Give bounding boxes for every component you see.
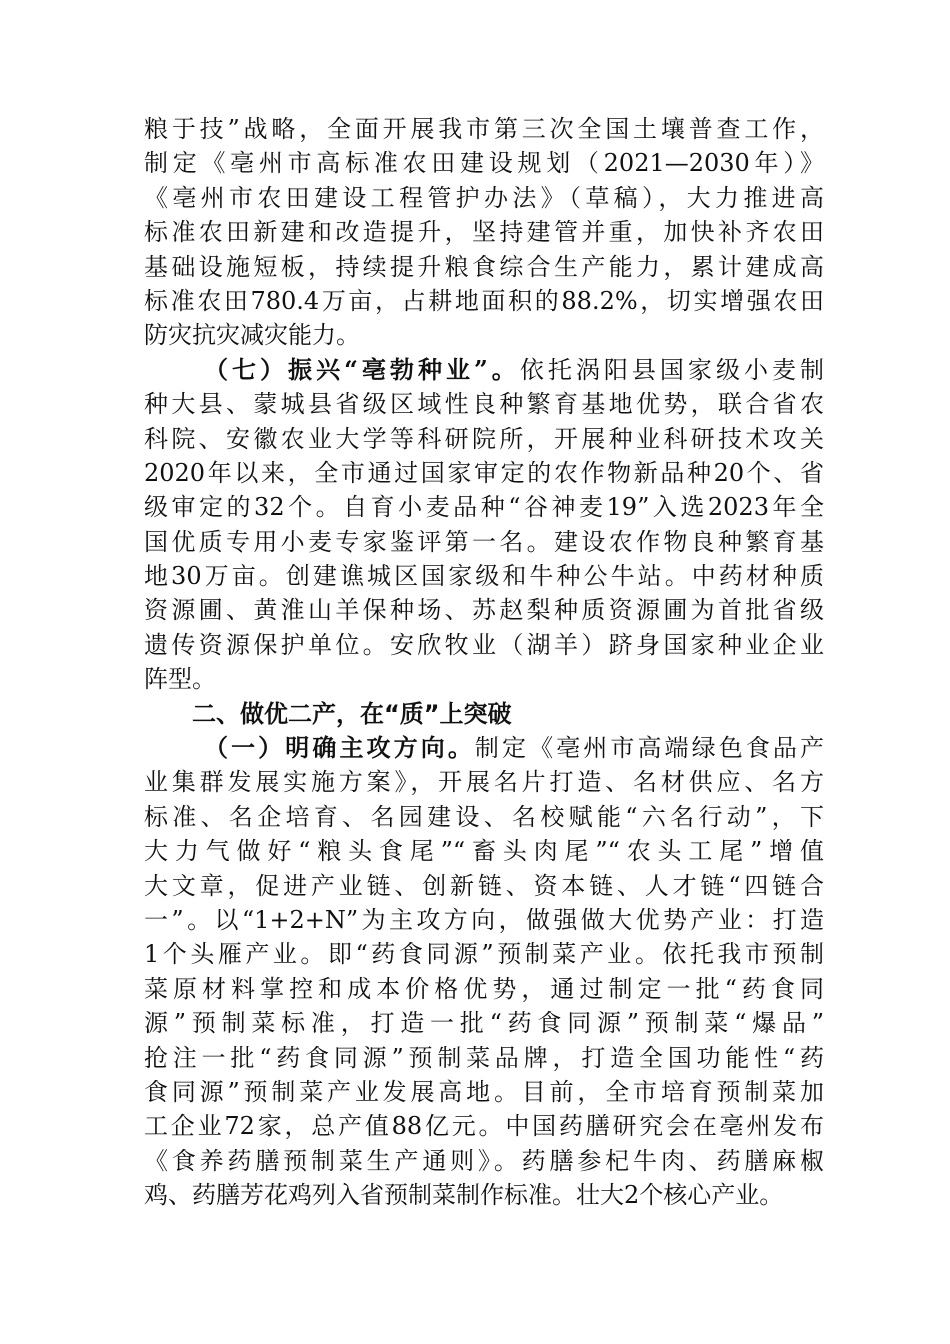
text-line: 鸡、药膳芳花鸡列入省预制菜制作标准。壮大2个核心产业。 [144, 1181, 784, 1210]
text-line: 制定《亳州市高标准农田建设规划（2021—2030年）》 [144, 149, 824, 178]
text-line [144, 353, 824, 387]
text-line: 2020年以来，全市通过国家审定的农作物新品种20个、省 [144, 458, 824, 487]
text-line: 食同源”预制菜产业发展高地。目前，全市培育预制菜加 [144, 1077, 824, 1106]
text-line: 级审定的32个。自育小麦品种“谷神麦19”入选2023年全 [144, 493, 824, 522]
text-line: 《食养药膳预制菜生产通则》。药膳参杞牛肉、药膳麻椒 [144, 1146, 824, 1175]
text-line: 标准农田780.4万亩，占耕地面积的88.2%，切实增强农田 [144, 286, 824, 315]
text-line [144, 731, 824, 765]
subsection-heading: （一）明确主攻方向。 [204, 733, 475, 763]
text-line: 1个头雁产业。即“药食同源”预制菜产业。依托我市预制 [144, 940, 824, 969]
text-line: 遗传资源保护单位。安欣牧业（湖羊）跻身国家种业企业 [144, 630, 824, 659]
subsection-heading: （七）振兴“亳勃种业”。 [204, 354, 520, 384]
text-line: 工企业72家，总产值88亿元。中国药膳研究会在亳州发布 [144, 1112, 824, 1141]
text-line: 阵型。 [144, 665, 216, 694]
text-line: 抢注一批“药食同源”预制菜品牌，打造全国功能性“药 [144, 1043, 824, 1072]
text-line: 源”预制菜标准，打造一批“药食同源”预制菜“爆品” [144, 1009, 824, 1038]
text-line: 地30万亩。创建谯城区国家级和牛种公牛站。中药材种质 [144, 562, 824, 591]
paragraph-main-direction [144, 731, 824, 1212]
text-line: 一”。以“1+2+N”为主攻方向，做强做大优势产业：打造 [144, 905, 824, 934]
text-line: 资源圃、黄淮山羊保种场、苏赵梨种质资源圃为首批省级 [144, 596, 824, 625]
body-text [144, 112, 824, 1213]
text-run: 制定《亳州市高端绿色食品产 [474, 734, 825, 763]
section-heading: 二、做优二产，在“质”上突破 [192, 699, 512, 728]
paragraph-farmland [144, 112, 824, 353]
text-line: 防灾抗灾减灾能力。 [144, 321, 360, 350]
text-line: 种大县、蒙城县省级区域性良种繁育基地优势，联合省农 [144, 390, 824, 419]
text-line: 大文章，促进产业链、创新链、资本链、人才链“四链合 [144, 871, 824, 900]
text-line: 国优质专用小麦专家鉴评第一名。建设农作物良种繁育基 [144, 527, 824, 556]
text-line: 业集群发展实施方案》，开展名片打造、名材供应、名方 [144, 768, 824, 797]
text-line: 菜原材料掌控和成本价格优势，通过制定一批“药食同 [144, 974, 824, 1003]
text-run: 依托涡阳县国家级小麦制 [519, 355, 825, 384]
text-line: 大力气做好“粮头食尾”“畜头肉尾”“农头工尾”增值 [144, 837, 824, 866]
text-line: 粮于技”战略，全面开展我市第三次全国土壤普查工作， [144, 115, 824, 143]
text-line: 标准、名企培育、名园建设、名校赋能“六名行动”，下 [144, 802, 824, 831]
paragraph-seed-industry [144, 353, 824, 697]
text-line: 《亳州市农田建设工程管护办法》（草稿），大力推进高 [144, 183, 824, 212]
text-line: 标准农田新建和改造提升，坚持建管并重，加快补齐农田 [144, 218, 824, 247]
text-line: 科院、安徽农业大学等科研院所，开展种业科研技术攻关 [144, 424, 824, 453]
text-line: 基础设施短板，持续提升粮食综合生产能力，累计建成高 [144, 252, 824, 281]
